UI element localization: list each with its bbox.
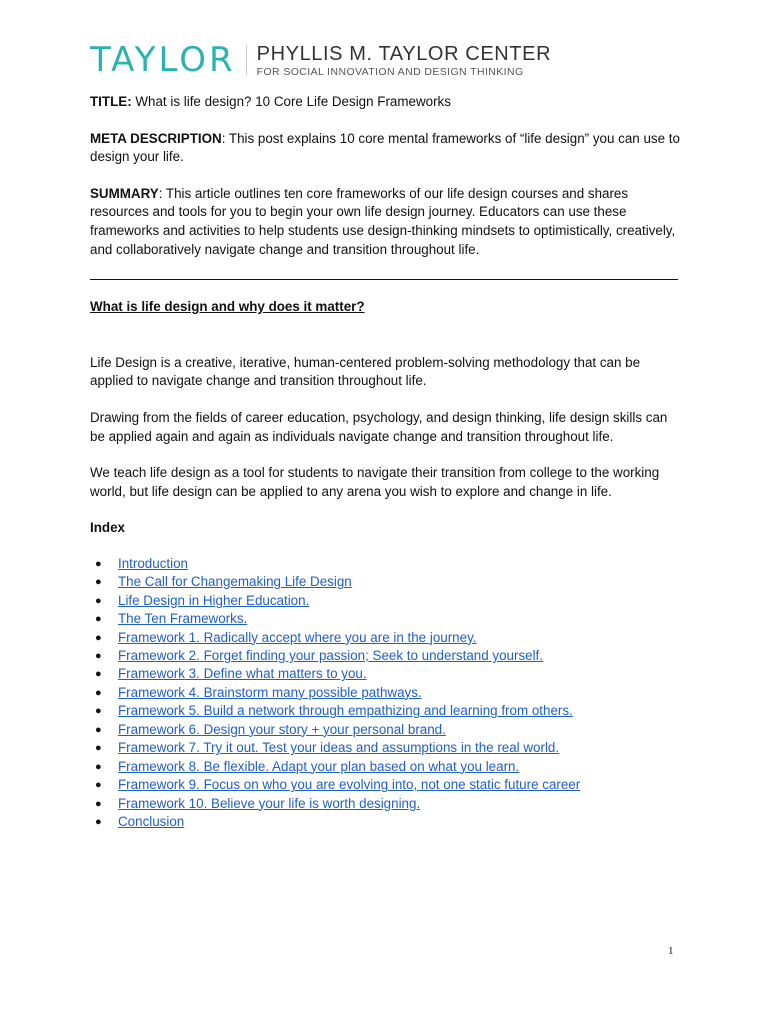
index-link[interactable]: The Ten Frameworks.: [118, 611, 248, 627]
index-link[interactable]: Framework 4. Brainstorm many possible pathways.: [118, 684, 422, 700]
bullet-icon: ●: [95, 668, 102, 681]
bullet-icon: ●: [95, 557, 102, 570]
bullet-icon: ●: [95, 797, 102, 810]
index-list-item: [90, 776, 680, 794]
horizontal-rule: [90, 279, 678, 280]
taylor-center-logo: [90, 40, 551, 80]
bullet-icon: ●: [95, 650, 102, 663]
index-link[interactable]: Framework 9. Focus on who you are evolving into, not one static future career: [118, 777, 581, 793]
index-list-item: [90, 758, 680, 776]
summary: [90, 185, 680, 259]
bullet-icon: ●: [95, 613, 102, 626]
index-link[interactable]: Framework 7. Try it out. Test your ideas and assumptions in the real world.: [118, 740, 560, 756]
logo-center-name: PHYLLIS M. TAYLOR CENTER: [256, 43, 552, 65]
summary-text: : This article outlines ten core frameworks of our life design courses and shares resources and tools for you to begin your own life design journey. Educators can use these frameworks and activities to help students use design-thinking mindsets to optimistically, creatively, and collaboratively navigate change and transition throughout life.: [90, 185, 676, 257]
title-line: [90, 93, 680, 112]
paragraph-1: Life Design is a creative, iterative, human-centered problem-solving methodology that can be applied to navigate change and transition throughout life.: [90, 354, 641, 389]
index-list-item: [90, 629, 680, 647]
index-list-item: [90, 610, 680, 628]
bullet-icon: ●: [95, 705, 102, 718]
index-list-item: [90, 684, 680, 702]
index-list-item: [90, 592, 680, 610]
index-list: [90, 555, 680, 832]
index-list-item: [90, 666, 680, 684]
title-label: TITLE:: [90, 94, 132, 109]
section-heading: What is life design and why does it matter?: [90, 299, 365, 315]
bullet-icon: ●: [95, 686, 102, 699]
index-list-item: [90, 573, 680, 591]
paragraph-2: Drawing from the fields of career education, psychology, and design thinking, life design skills can be applied again and again as individuals navigate change and transition throughout life.: [90, 409, 668, 444]
index-link[interactable]: Framework 8. Be flexible. Adapt your plan based on what you learn.: [118, 758, 520, 774]
index-link[interactable]: Framework 1. Radically accept where you are in the journey.: [118, 629, 477, 645]
bullet-icon: ●: [95, 723, 102, 736]
page-number: 1: [668, 945, 674, 957]
index-link[interactable]: Framework 6. Design your story + your personal brand.: [118, 721, 446, 737]
summary-label: SUMMARY: [90, 185, 159, 201]
index-heading: Index: [90, 520, 125, 536]
logo-divider: [246, 45, 247, 75]
bullet-icon: ●: [95, 594, 102, 607]
bullet-icon: ●: [95, 760, 102, 773]
bullet-icon: ●: [95, 779, 102, 792]
logo-center-subtitle: FOR SOCIAL INNOVATION AND DESIGN THINKING: [256, 66, 524, 78]
meta-label: META DESCRIPTION: [90, 130, 222, 146]
meta-text: : This post explains 10 core mental frameworks of “life design” you can use to design your life.: [90, 130, 680, 165]
index-link[interactable]: Introduction: [118, 555, 188, 571]
index-list-item: [90, 721, 680, 739]
title-text: What is life design? 10 Core Life Design Frameworks: [135, 94, 451, 109]
bullet-icon: ●: [95, 576, 102, 589]
index-list-item: [90, 702, 680, 720]
index-link[interactable]: Framework 5. Build a network through empathizing and learning from others.: [118, 703, 573, 719]
index-link[interactable]: Conclusion: [118, 813, 185, 829]
meta-description: [90, 130, 680, 167]
index-link[interactable]: Framework 3. Define what matters to you.: [118, 666, 367, 682]
index-link[interactable]: Life Design in Higher Education.: [118, 592, 310, 608]
logo-text-block: [257, 40, 551, 79]
index-link[interactable]: The Call for Changemaking Life Design: [118, 574, 352, 590]
index-list-item: [90, 647, 680, 665]
bullet-icon: ●: [95, 631, 102, 644]
index-list-item: [90, 795, 680, 813]
document-body: [90, 93, 680, 831]
index-list-item: [90, 739, 680, 757]
index-list-item: [90, 555, 680, 573]
bullet-icon: ●: [95, 742, 102, 755]
index-list-item: [90, 813, 680, 831]
bullet-icon: ●: [95, 815, 102, 828]
index-link[interactable]: Framework 10. Believe your life is worth designing.: [118, 795, 421, 811]
paragraph-3: We teach life design as a tool for students to navigate their transition from college to the working world, but life design can be applied to any arena you wish to explore and change in life.: [90, 465, 660, 499]
index-link[interactable]: Framework 2. Forget finding your passion; Seek to understand yourself.: [118, 648, 543, 664]
logo-wordmark: TAYLOR: [90, 40, 236, 80]
